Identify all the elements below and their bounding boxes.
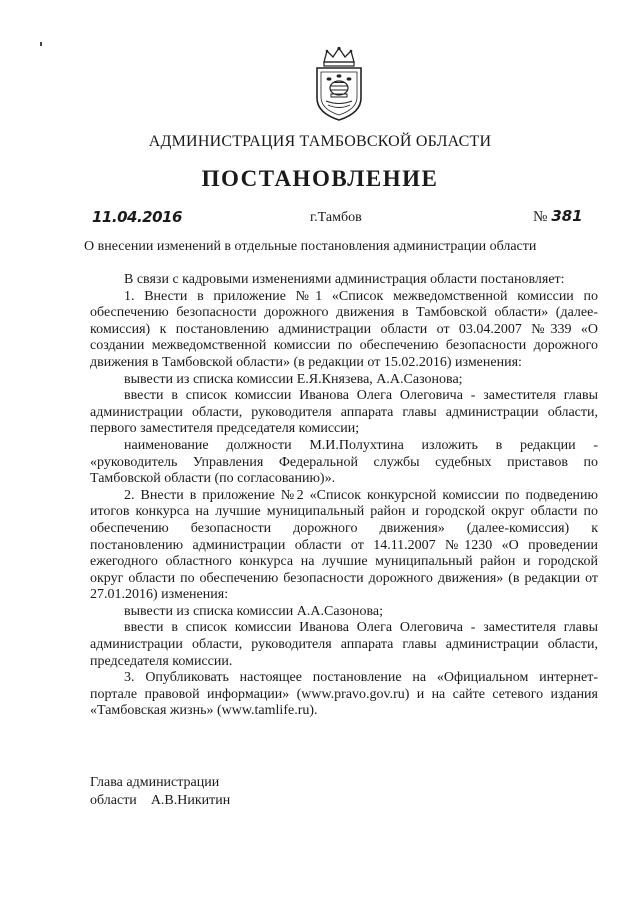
document-date: 11.04.2016 [92, 208, 182, 226]
scan-mark [40, 42, 42, 46]
document-type-title: ПОСТАНОВЛЕНИЕ [201, 166, 439, 191]
paragraph-item-2-remove: вывести из списка комиссии А.А.Сазонова; [124, 603, 383, 619]
paragraph-item-1-rename: наименование должности М.И.Полухтина изложить в редакции - «руководитель Управления Федеральной службы судебных приставов по Тамбовской области (по согласованию)». [90, 437, 598, 487]
signatory-title-line2: области [90, 793, 137, 808]
coat-of-arms-icon [312, 46, 366, 122]
document-body [90, 272, 598, 720]
document-city: г.Тамбов [310, 210, 362, 225]
paragraph-item-1: 1. Внести в приложение №1 «Список межведомственной комиссии по обеспечению безопасности дорожного движения в Тамбовской области» (далее-комиссия) к постановлению администрации области от 03.04.2007 №339 «О создании межведомственной комиссии по обеспечению безопасности дорожного движения в Тамбовской области» (в редакции от 15.02.2016) изменения: [90, 288, 598, 370]
paragraph-item-3: 3. Опубликовать настоящее постановление на «Официальном интернет-портале правовой информации» (www.pravo.gov.ru) и на сайте сетевого издания «Тамбовская жизнь» (www.tamlife.ru). [90, 670, 598, 719]
paragraph-preamble: В связи с кадровыми изменениями администрация области постановляет: [124, 272, 565, 287]
signatory-name: А.В.Никитин [150, 793, 231, 808]
paragraph-item-1-remove: вывести из списка комиссии Е.Я.Князева, А.А.Сазонова; [124, 371, 463, 387]
paragraph-item-1-add: ввести в список комиссии Иванова Олега Олеговича - заместителя главы администрации области, руководителя аппарата главы администрации области, первого заместителя председателя комиссии; [90, 388, 598, 437]
document-subject: О внесении изменений в отдельные постановления администрации области [84, 239, 537, 254]
document-number [533, 207, 583, 226]
paragraph-item-2-add: ввести в список комиссии Иванова Олега Олеговича - заместителя главы администрации области, руководителя аппарата главы администрации области, председателя комиссии. [90, 620, 598, 669]
number-label: № [533, 209, 548, 225]
signature-block [90, 774, 230, 810]
number-value: 381 [551, 207, 583, 225]
organization-name: АДМИНИСТРАЦИЯ ТАМБОВСКОЙ ОБЛАСТИ [148, 133, 492, 150]
paragraph-item-2: 2. Внести в приложение №2 «Список конкурсной комиссии по подведению итогов конкурса на лучшие муниципальный район и городской округ области по обеспечению безопасности дорожного движения» (далее-комиссия) к постановлению администрации области от 14.11.2007 №1230 «О проведении ежегодного областного конкурса на лучшие муниципальный район и городской округ области по обеспечению безопасности дорожного движения» (в редакции от 27.01.2016) изменения: [90, 487, 598, 603]
signatory-title-line1: Глава администрации [90, 775, 220, 790]
